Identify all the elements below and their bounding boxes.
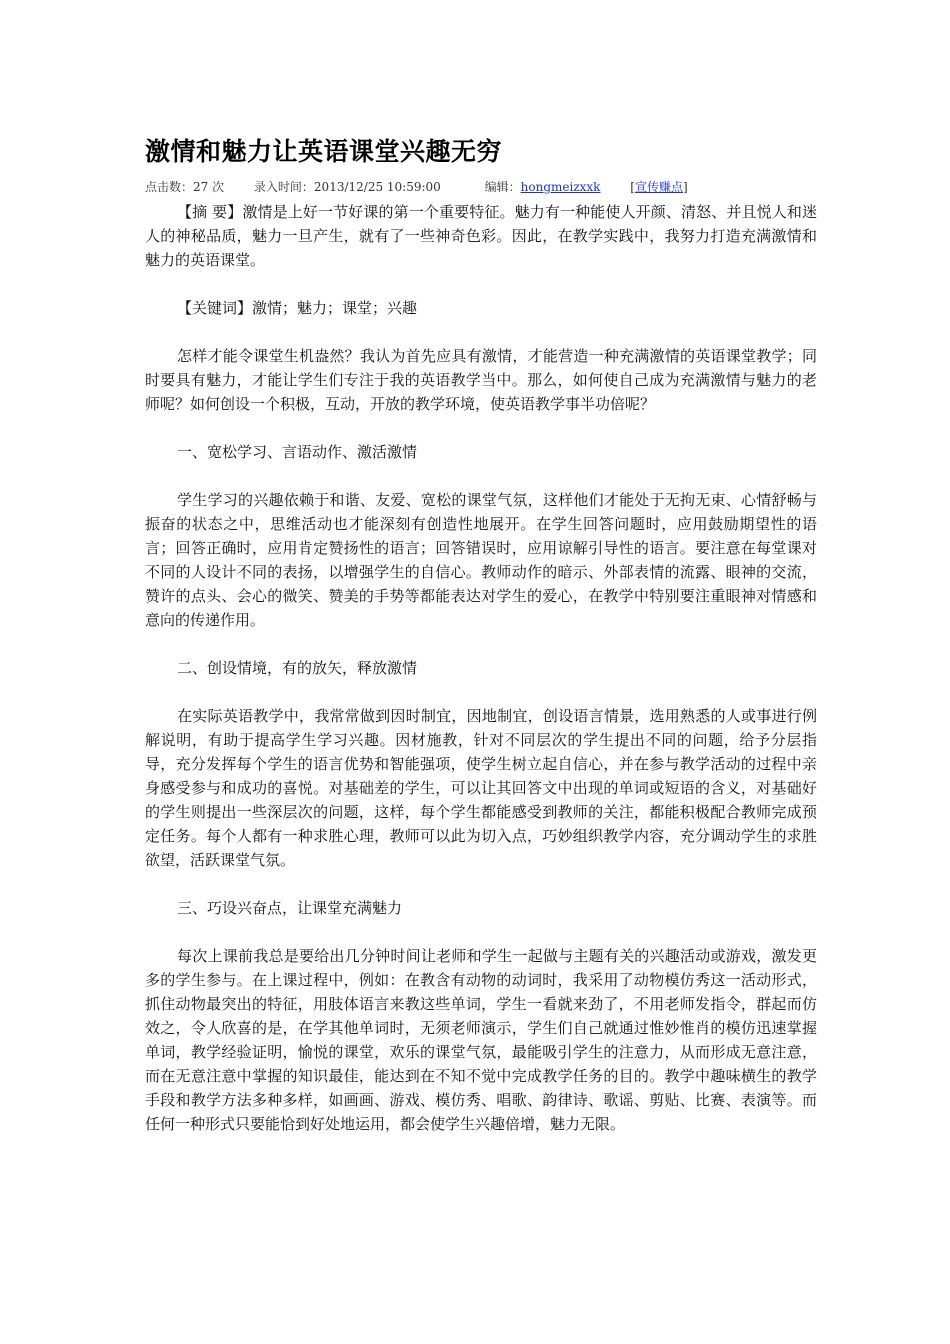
promo-bracket-open: [ (630, 180, 635, 194)
promo-bracket-close: ] (682, 180, 688, 194)
section-paragraph-3: 每次上课前我总是要给出几分钟时间让老师和学生一起做与主题有关的兴趣活动或游戏，激发更多的学生参与。在上课过程中，例如：在教含有动物的动词时，我采用了动物模仿秀这一活动形式，抓住动物最突出的特征，用肢体语言来教这些单词，学生一看就来劲了，不用老师发指令，群起而仿效之，令人欣喜的是，在学其他单词时，无须老师演示，学生们自己就通过惟妙惟肖的模仿迅速掌握单词，教学经验证明，愉悦的课堂，欢乐的课堂气氛，最能吸引学生的注意力，从而形成无意注意，而在无意注意中掌握的知识最佳，能达到在不知不觉中完成教学任务的目的。教学中趣味横生的教学手段和教学方法多种多样，如画画、游戏、模仿秀、唱歌、韵律诗、歌谣、剪贴、比赛、表演等。而任何一种形式只要能恰到好处地运用，都会使学生兴趣倍增，魅力无限。 (145, 947, 817, 1133)
article-meta (145, 178, 688, 195)
keywords-paragraph: 【关键词】激情；魅力；课堂；兴趣 (177, 299, 418, 317)
editor-link[interactable]: hongmeizxxk (520, 180, 601, 194)
section-heading-1: 一、宽松学习、言语动作、激活激情 (177, 443, 418, 461)
promo-link[interactable]: 宣传赚点 (634, 180, 683, 194)
section-paragraph-2: 在实际英语教学中，我常常做到因时制宜，因地制宜，创设语言情景，选用熟悉的人或事进行例解说明，有助于提高学生学习兴趣。因材施教，针对不同层次的学生提出不同的问题，给予分层指导，充分发挥每个学生的语言优势和智能强项，使学生树立起自信心，并在参与教学活动的过程中亲身感受参与和成功的喜悦。对基础差的学生，可以让其回答文中出现的单词或短语的含义，对基础好的学生则提出一些深层次的问题，这样，每个学生都能感受到教师的关注，都能积极配合教师完成预定任务。每个人都有一种求胜心理，教师可以此为切入点，巧妙组织教学内容，充分调动学生的求胜欲望，活跃课堂气氛。 (145, 707, 817, 869)
section-paragraph-1: 学生学习的兴趣依赖于和谐、友爱、宽松的课堂气氛，这样他们才能处于无拘无束、心情舒畅与振奋的状态之中，思维活动也才能深刻有创造性地展开。在学生回答问题时，应用鼓励期望性的语言；回答正确时，应用肯定赞扬性的语言；回答错误时，应用谅解引导性的语言。要注意在每堂课对不同的人设计不同的表扬，以增强学生的自信心。教师动作的暗示、外部表情的流露、眼神的交流，赞许的点头、会心的微笑、赞美的手势等都能表达对学生的爱心，在教学中特别要注重眼神对情感和意向的传递作用。 (145, 491, 817, 629)
abstract-paragraph: 【摘 要】激情是上好一节好课的第一个重要特征。魅力有一种能使人开颜、清怒、并且悦人和迷人的神秘品质，魅力一旦产生，就有了一些神奇色彩。因此，在教学实践中，我努力打造充满激情和魅力的英语课堂。 (145, 203, 817, 269)
article-body (145, 200, 817, 1136)
click-count: 点击数：27 次 (145, 180, 225, 194)
section-heading-3: 三、巧设兴奋点，让课堂充满魅力 (177, 899, 403, 917)
section-heading-2: 二、创设情境，有的放矢，释放激情 (177, 659, 418, 677)
entry-time: 录入时间：2013/12/25 10:59:00 (253, 180, 441, 194)
intro-paragraph: 怎样才能令课堂生机盎然？我认为首先应具有激情，才能营造一种充满激情的英语课堂教学；同时要具有魅力，才能让学生们专注于我的英语教学当中。那么，如何使自己成为充满激情与魅力的老师呢？如何创设一个积极，互动，开放的教学环境，使英语教学事半功倍呢？ (145, 347, 817, 413)
editor-label: 编辑： (484, 180, 521, 194)
article-title: 激情和魅力让英语课堂兴趣无穷 (145, 137, 503, 166)
